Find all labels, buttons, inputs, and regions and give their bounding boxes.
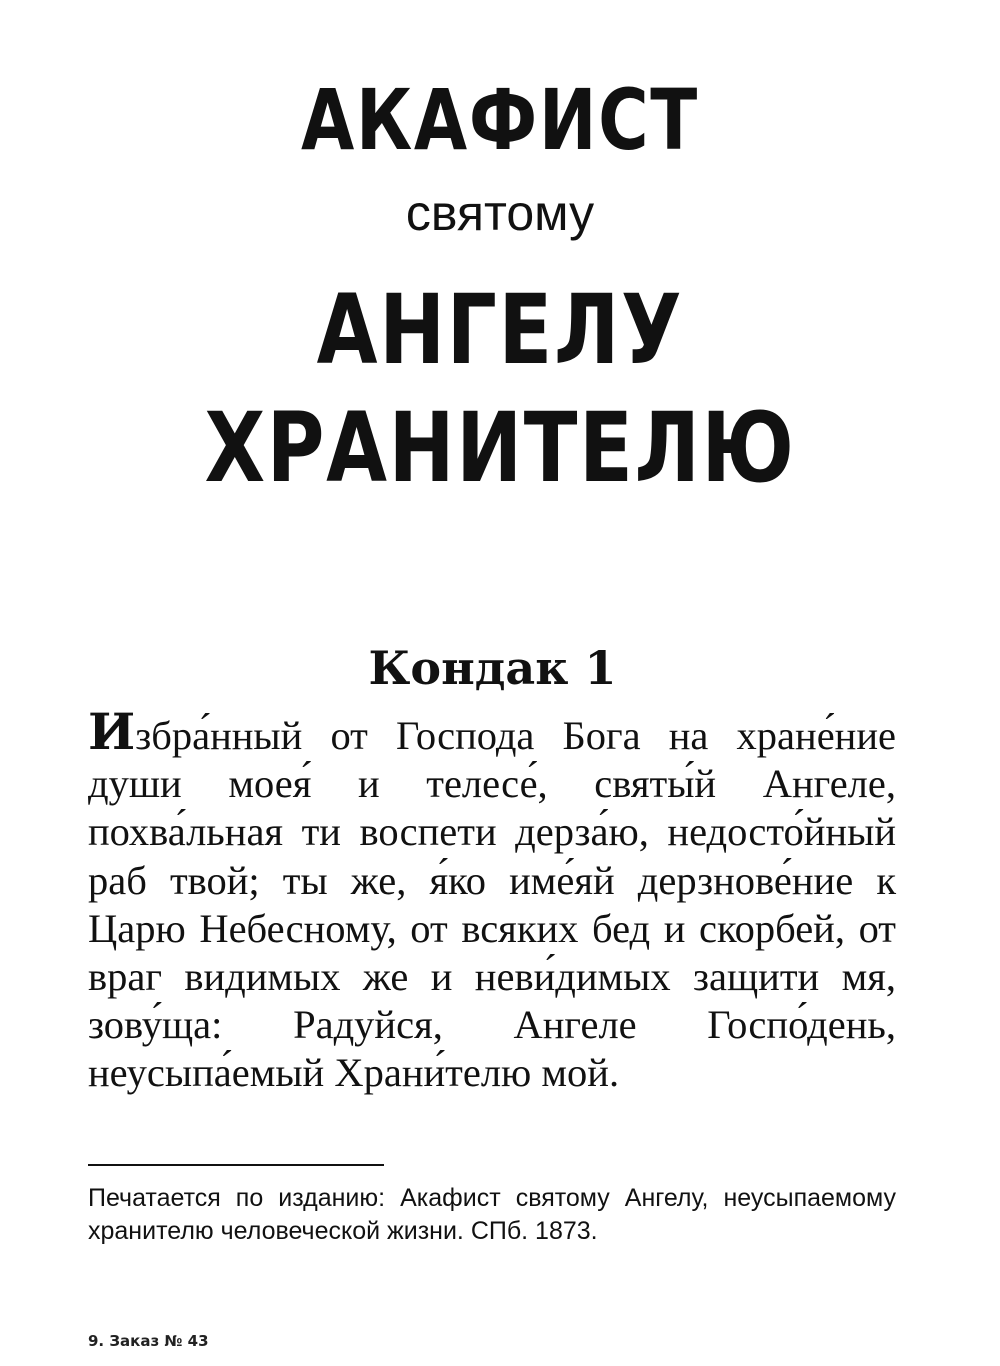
kontakion-body: збра́нный от Господа Бога на хране́ние души моея́ и телесе́, святы́й Ангеле, похва́льная ти воспети дерза́ю, недосто́йный раб твой; ты же, я́ко име́яй дерзнове́ние к Царю Небесному, от всяких бед и скорбей, от враг видимых же и неви́димых защити мя, зову́ща: Радуйся, Ангеле Госпо́день, неусыпа́емый Храни́телю мой.	[88, 713, 896, 1096]
title-angel: АНГЕЛУ	[316, 274, 684, 386]
footnote: Печатается по изданию: Акафист святому Ангелу, неусыпаемому хранителю человеческой жизни. СПб. 1873.	[88, 1184, 896, 1245]
kontakion-text	[88, 702, 896, 1098]
printer-signature: 9. Заказ № 43	[88, 1332, 209, 1350]
title-akathist: АКАФИСТ	[301, 71, 699, 169]
drop-cap: И	[88, 702, 136, 761]
title-guardian: ХРАНИТЕЛЮ	[204, 392, 796, 504]
kontakion-heading: Кондак 1	[368, 641, 617, 695]
footnote-divider	[88, 1164, 384, 1166]
title-subtitle: святому	[405, 185, 595, 241]
